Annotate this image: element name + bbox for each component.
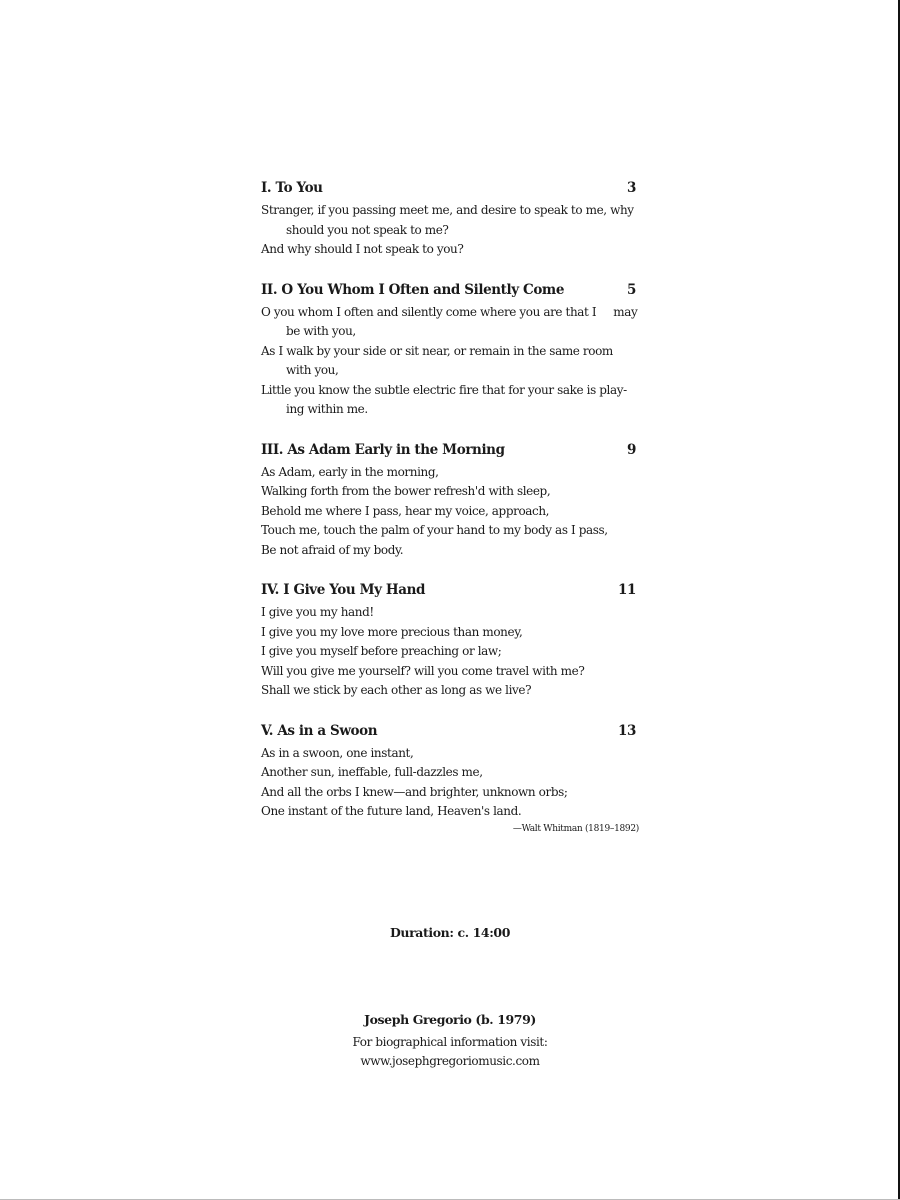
poem-line: And why should I not speak to you?	[261, 242, 464, 256]
poem-line: I give you myself before preaching or law;	[261, 644, 502, 658]
poem-line: I give you my hand!	[261, 605, 374, 619]
poem-line: As I walk by your side or sit near, or remain in the same room with you,	[261, 343, 613, 377]
section-title: V. As in a Swoon	[261, 722, 378, 739]
poet-attribution: —Walt Whitman (1819–1892)	[512, 823, 639, 834]
section-3	[261, 442, 639, 561]
poem-line: As Adam, early in the morning,	[261, 464, 439, 479]
poem-line: Walking forth from the bower refresh'd with sleep,	[261, 484, 551, 498]
poem-line: Be not afraid of my body.	[261, 542, 404, 557]
poem-contents	[261, 180, 639, 834]
section-title: III. As Adam Early in the Morning	[261, 441, 505, 458]
section-page-number: 11	[618, 582, 636, 598]
poem-line: And all the orbs I knew—and brighter, unknown orbs;	[261, 784, 568, 799]
poem-line: One instant of the future land, Heaven's land.	[261, 804, 522, 818]
section-title: IV. I Give You My Hand	[261, 582, 426, 598]
poem-line: O you whom I often and silently come where you are that I may be with you,	[261, 304, 638, 338]
section-1	[261, 180, 639, 260]
poem-line: Touch me, touch the palm of your hand to my body as I pass,	[261, 523, 608, 537]
composer-website: www.josephgregoriomusic.com	[360, 1054, 540, 1068]
poem-line: I give you my love more precious than money,	[261, 624, 523, 639]
composer-name: Joseph Gregorio (b. 1979)	[364, 1012, 536, 1027]
poem-line: Behold me where I pass, hear my voice, approach,	[261, 503, 550, 518]
poem-line: Stranger, if you passing meet me, and desire to speak to me, why should you not speak to me?	[261, 203, 634, 237]
section-2	[261, 282, 639, 420]
section-4	[261, 582, 639, 701]
poem-line: Little you know the subtle electric fire that for your sake is play- ing within me.	[261, 382, 627, 416]
poem-line: Another sun, ineffable, full-dazzles me,	[261, 765, 483, 779]
section-heading	[261, 582, 639, 598]
section-title: I. To You	[261, 180, 323, 196]
section-title: II. O You Whom I Often and Silently Come	[261, 281, 565, 298]
section-heading	[261, 442, 639, 458]
poem-line: As in a swoon, one instant,	[261, 745, 414, 760]
section-page-number: 5	[627, 281, 636, 298]
composer-info-text: For biographical information visit:	[352, 1035, 548, 1049]
poem-line: Shall we stick by each other as long as we live?	[261, 683, 532, 697]
duration-label: Duration: c. 14:00	[389, 925, 511, 940]
section-heading	[261, 723, 639, 739]
composer-block	[0, 1012, 900, 1071]
section-page-number: 13	[618, 722, 636, 739]
section-heading	[261, 180, 639, 196]
section-page-number: 3	[627, 180, 636, 196]
section-heading	[261, 282, 639, 298]
poem-line: Will you give me yourself? will you come travel with me?	[261, 663, 585, 678]
section-5	[261, 723, 639, 822]
section-page-number: 9	[627, 441, 636, 458]
